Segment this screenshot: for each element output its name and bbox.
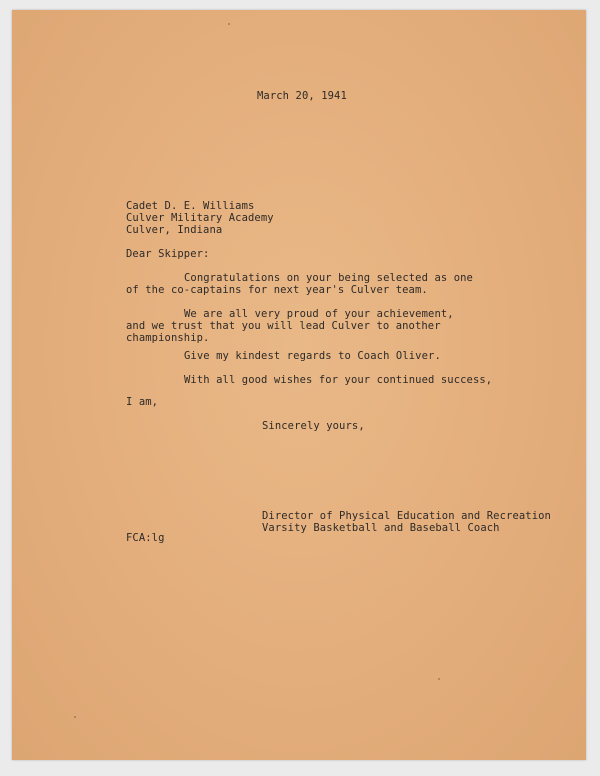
recipient-name: Cadet D. E. Williams [126,200,255,212]
paper-speck [438,678,440,680]
paper-speck [74,716,76,718]
paper-speck [228,23,230,25]
letter-page [12,10,586,760]
letter-date: March 20, 1941 [257,90,347,102]
signature-title-line: Varsity Basketball and Baseball Coach [262,522,500,534]
recipient-institution: Culver Military Academy [126,212,274,224]
paragraph-line: Congratulations on your being selected as one [184,272,473,284]
salutation: Dear Skipper: [126,248,210,260]
body-paragraph-3: Give my kindest regards to Coach Oliver. [184,350,441,362]
body-paragraph-4: With all good wishes for your continued success, [184,374,493,386]
paragraph-line: and we trust that you will lead Culver to another [126,320,441,332]
paragraph-line: We are all very proud of your achievement, [184,308,454,320]
i-am-line: I am, [126,396,159,408]
signature-title-line: Director of Physical Education and Recreation [262,510,551,522]
complimentary-closing: Sincerely yours, [262,420,365,432]
paragraph-line: of the co-captains for next year's Culver team. [126,284,428,296]
recipient-location: Culver, Indiana [126,224,223,236]
typist-initials: FCA:lg [126,532,165,544]
paragraph-line: championship. [126,332,210,344]
